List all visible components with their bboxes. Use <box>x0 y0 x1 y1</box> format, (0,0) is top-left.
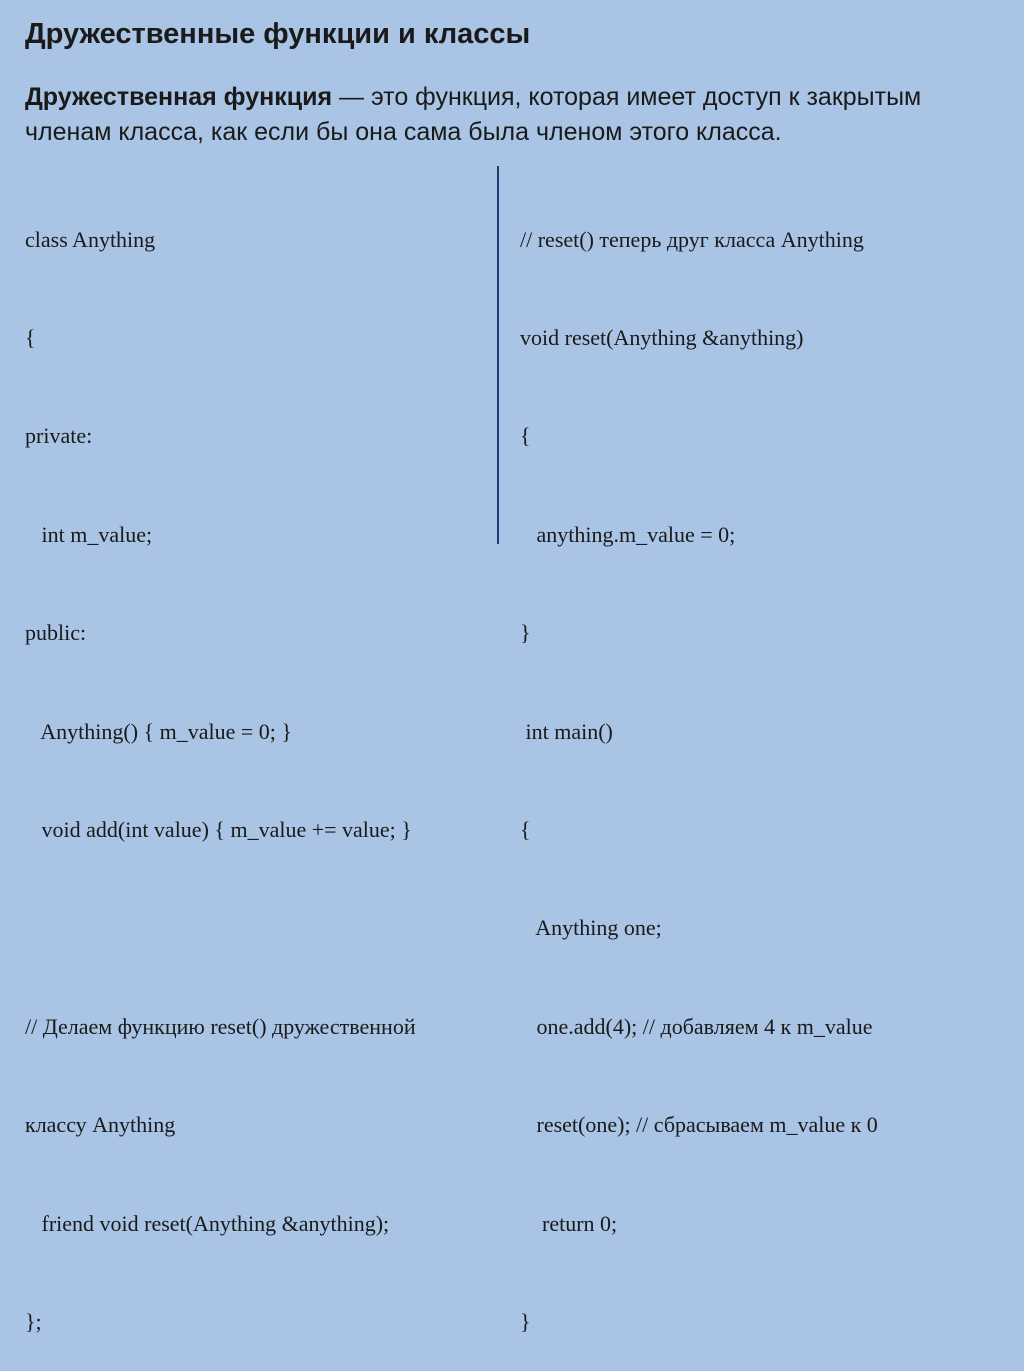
code-line: } <box>520 620 531 646</box>
code-line: return 0; <box>520 1210 618 1236</box>
code-line: anything.m_value = 0; <box>520 521 736 547</box>
code-line: public: <box>25 620 87 646</box>
code-line: { <box>520 816 531 842</box>
code-line: Anything() { m_value = 0; } <box>25 718 292 744</box>
code-line: // reset() теперь друг класса Anything <box>520 226 864 252</box>
code-line: reset(one); // сбрасываем m_value к 0 <box>520 1112 878 1138</box>
code-line: Anything one; <box>520 915 662 941</box>
code-line: int main() <box>520 718 613 744</box>
code-line: int m_value; <box>25 521 153 547</box>
code-block-main <box>520 158 1015 1371</box>
code-line: friend void reset(Anything &anything); <box>25 1210 390 1236</box>
code-line: классу Anything <box>25 1112 176 1138</box>
code-block-class <box>25 158 490 1371</box>
definition-text <box>25 80 1010 150</box>
column-divider <box>497 166 499 544</box>
code-line: private: <box>25 423 93 449</box>
code-line: }; <box>25 1308 42 1334</box>
definition-rest: — это функция, которая имеет доступ к закрытым членам класса, как если бы она сама была членом этого класса. <box>25 83 922 146</box>
slide-title: Дружественные функции и классы <box>25 18 531 50</box>
definition-term: Дружественная функция <box>25 83 333 111</box>
code-line: one.add(4); // добавляем 4 к m_value <box>520 1013 873 1039</box>
code-line: // Делаем функцию reset() дружественной <box>25 1013 416 1039</box>
code-line <box>25 912 490 945</box>
code-line: void add(int value) { m_value += value; } <box>25 816 412 842</box>
code-line: { <box>25 324 36 350</box>
code-line: } <box>520 1308 531 1334</box>
code-line: { <box>520 423 531 449</box>
code-line: void reset(Anything &anything) <box>520 324 804 350</box>
code-line: class Anything <box>25 226 156 252</box>
